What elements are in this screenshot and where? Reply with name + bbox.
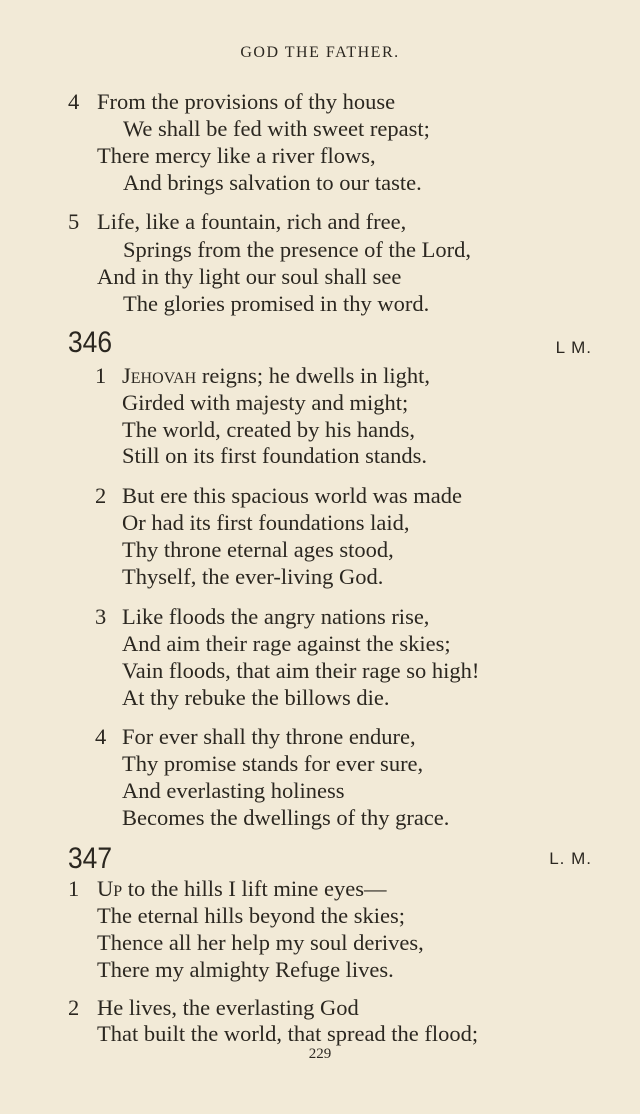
verse-line: The glories promised in thy word. <box>123 291 430 316</box>
first-line-rest: to the hills I lift mine eyes— <box>122 876 387 901</box>
verse-line: Life, like a fountain, rich and free, <box>97 209 407 234</box>
verse-line: From the provisions of thy house <box>97 89 396 114</box>
verse-line: Thy throne eternal ages stood, <box>122 537 394 562</box>
verse-number: 4 <box>68 89 80 114</box>
verse-line: And aim their rage against the skies; <box>122 631 451 656</box>
first-line-rest: reigns; he dwells in light, <box>196 363 430 388</box>
verse-line: There my almighty Refuge lives. <box>97 957 394 982</box>
verse-line: But ere this spacious world was made <box>122 483 462 508</box>
verse-line: For ever shall thy throne endure, <box>122 724 416 749</box>
running-header: GOD THE FATHER. <box>240 44 400 61</box>
verse-line: And in thy light our soul shall see <box>97 264 402 289</box>
verse-line: And everlasting holiness <box>122 778 345 803</box>
hymn-meter: L. M. <box>549 849 592 868</box>
hymn-number: 347 <box>68 842 113 875</box>
verse-number: 2 <box>95 483 107 508</box>
verse-number: 4 <box>95 724 107 749</box>
verse-number: 2 <box>68 995 80 1020</box>
verse-line: And brings salvation to our taste. <box>123 170 422 195</box>
verse-line: He lives, the everlasting God <box>97 995 359 1020</box>
verse-line: There mercy like a river flows, <box>97 143 376 168</box>
verse-line: Like floods the angry nations rise, <box>122 604 430 629</box>
verse-line <box>122 362 430 389</box>
verse-line: That built the world, that spread the flood; <box>97 1021 479 1046</box>
hymn-meter: L M. <box>555 338 592 357</box>
verse-line: The world, created by his hands, <box>122 417 416 442</box>
first-word: Jehovah <box>122 363 197 388</box>
verse-line: The eternal hills beyond the skies; <box>97 903 406 928</box>
verse-line: Thence all her help my soul derives, <box>97 930 424 955</box>
verse-line: Springs from the presence of the Lord, <box>123 237 472 262</box>
verse-line: Thy promise stands for ever sure, <box>122 751 424 776</box>
verse-number: 3 <box>95 604 107 629</box>
verse-line: Vain floods, that aim their rage so high! <box>122 658 480 683</box>
page-number: 229 <box>308 1046 332 1062</box>
verse-line: Thyself, the ever-living God. <box>122 564 384 589</box>
hymn-number: 346 <box>68 326 113 359</box>
verse-line: We shall be fed with sweet repast; <box>123 116 430 141</box>
verse-line: Becomes the dwellings of thy grace. <box>122 805 450 830</box>
verse-line: At thy rebuke the billows die. <box>122 685 390 710</box>
verse-number: 5 <box>68 209 80 234</box>
verse-number: 1 <box>95 363 107 388</box>
verse-line <box>97 875 387 902</box>
verse-line: Girded with majesty and might; <box>122 390 409 415</box>
verse-line: Or had its first foundations laid, <box>122 510 410 535</box>
verse-number: 1 <box>68 876 80 901</box>
verse-line: Still on its first foundation stands. <box>122 443 428 468</box>
first-word: Up <box>97 876 123 901</box>
